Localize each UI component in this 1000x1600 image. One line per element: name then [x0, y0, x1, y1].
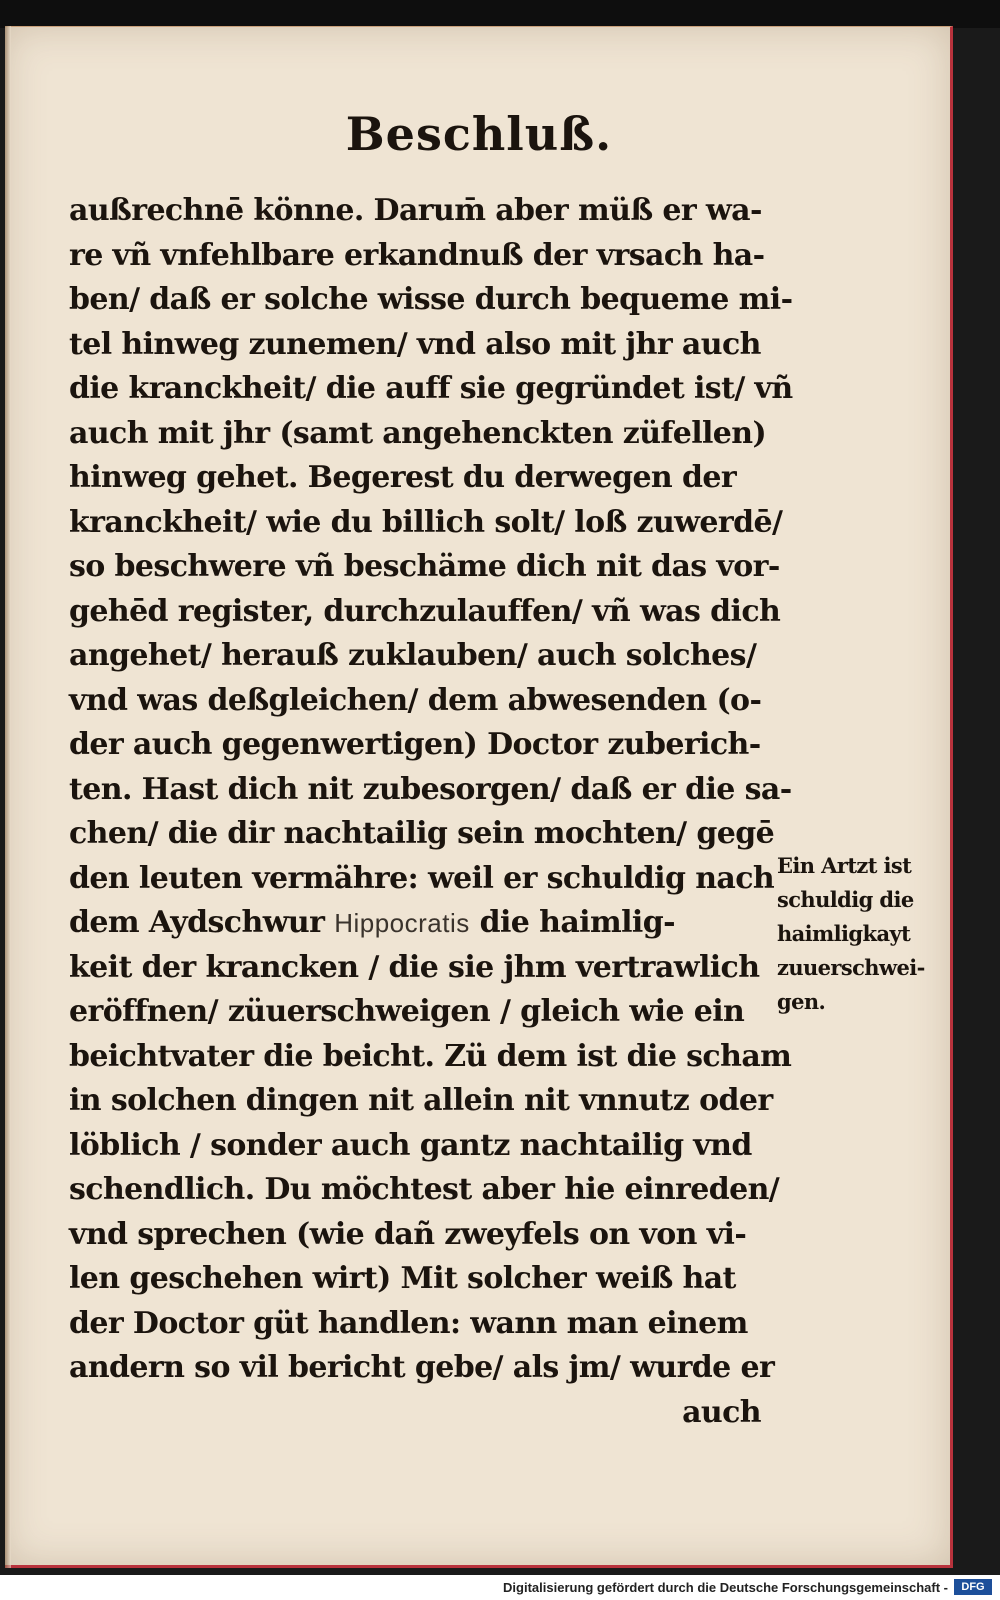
text-line: gehēd register, durchzulauffen/ vñ was dich [69, 593, 781, 629]
text-segment: die haimlig- [479, 905, 675, 940]
text-line: außrechnē könne. Darum̄ aber müß er wa- [69, 193, 762, 228]
text-line: den leuten vermähre: weil er schuldig nach [69, 860, 775, 896]
text-line: vnd sprechen (wie dañ zweyfels on von vi- [69, 1216, 747, 1252]
text-line: der auch gegenwertigen) Doctor zuberich- [69, 727, 761, 762]
footer-bar [0, 1575, 1000, 1600]
text-line: ben/ daß er solche wisse durch bequeme mi- [69, 282, 793, 317]
text-line: chen/ die dir nachtailig sein mochten/ gegē [69, 816, 775, 851]
text-line: eröffnen/ züuerschweigen / gleich wie ein [69, 994, 745, 1029]
marginal-line: zuuerschwei- [777, 955, 925, 980]
marginal-line: schuldig die [777, 887, 914, 912]
marginal-line: haimligkayt [777, 921, 911, 946]
catchword: auch [682, 1394, 761, 1430]
page-binding-edge [5, 26, 11, 1568]
text-line: tel hinweg zunemen/ vnd also mit jhr auch [69, 326, 761, 362]
text-line: kranckheit/ wie du billich solt/ loß zuwerdē/ [69, 504, 783, 540]
text-line: schendlich. Du möchtest aber hie einreden/ [69, 1172, 780, 1207]
latin-name: Hippocratis [334, 908, 470, 938]
marginal-note [777, 849, 952, 1019]
text-line: keit der krancken / die sie jhm vertrawlich [69, 949, 760, 985]
text-line: len geschehen wirt) Mit solcher weiß hat [69, 1261, 736, 1296]
marginal-line: gen. [777, 989, 826, 1014]
text-line: vnd was deßgleichen/ dem abwesenden (o- [69, 682, 762, 718]
text-line: in solchen dingen nit allein nit vnnutz oder [69, 1083, 773, 1118]
scan-background-top [0, 0, 1000, 28]
body-text [69, 189, 793, 1435]
text-segment: dem Aydschwur [69, 905, 325, 940]
text-line: angehet/ herauß zuklauben/ auch solches/ [69, 638, 757, 673]
text-line: auch mit jhr (samt angehenckten züfellen) [69, 415, 767, 451]
text-line: andern so vil bericht gebe/ als jm/ wurde er [69, 1350, 775, 1385]
book-page [5, 26, 953, 1568]
text-line: löblich / sonder auch gantz nachtailig vnd [69, 1127, 752, 1163]
text-line: ten. Hast dich nit zubesorgen/ daß er die sa- [69, 771, 792, 807]
text-line: re vñ vnfehlbare erkandnuß der vrsach ha- [69, 237, 765, 273]
text-line-with-latin [69, 901, 769, 946]
text-line: die kranckheit/ die auff sie gegründet ist/ vñ [69, 371, 793, 406]
text-line: hinweg gehet. Begerest du derwegen der [69, 460, 737, 495]
marginal-line: Ein Artzt ist [777, 853, 912, 878]
text-line: beichtvater die beicht. Zü dem ist die scham [69, 1038, 792, 1074]
text-line: der Doctor güt handlen: wann man einem [69, 1305, 748, 1341]
running-head: Beschluß. [345, 107, 613, 161]
text-line: so beschwere vñ beschäme dich nit das vor- [69, 549, 780, 584]
dfg-logo: DFG [954, 1579, 992, 1595]
footer-credit: Digitalisierung gefördert durch die Deutsche Forschungsgemeinschaft - [503, 1580, 948, 1595]
